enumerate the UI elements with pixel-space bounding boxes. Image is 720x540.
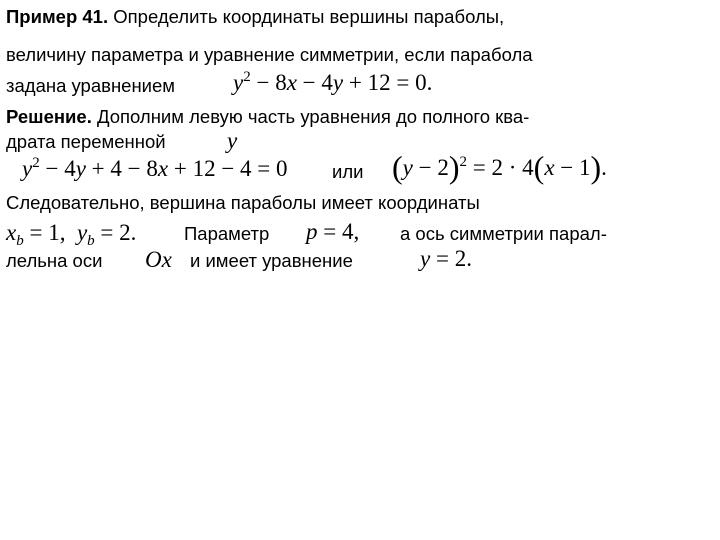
task-line-2: величину параметра и уравнение симметрии, если парабола [6,44,533,65]
parameter-text: Параметр [184,223,270,244]
canonical-equation: $(y - 2)^2 = 2 \cdot 4(x - 1)$. [392,149,607,185]
axis-text: а ось симметрии парал- [400,223,607,244]
axis-ox: Ox [145,247,172,272]
example-heading-line [6,6,504,28]
example-task-text: Определить координаты вершины параболы, [108,6,505,27]
conclusion-line: Следовательно, вершина параболы имеет координаты [6,192,480,213]
solution-line [6,106,529,128]
equation-intro-text: и имеет уравнение [190,250,353,271]
solution-text: Дополним левую часть уравнения до полного ква- [91,106,530,127]
parabola-equation: $y^2 - 8x - 4y + 12 = 0$. [233,69,433,95]
solution-line-2: драта переменной [6,131,166,152]
or-text: или [332,161,364,182]
completed-square-equation: $y^2 - 4y + 4 - 8x + 12 - 4 = 0$ [22,155,288,181]
axis-line-text: лельна оси [6,250,103,271]
solution-label: Решение. [6,106,92,127]
parameter-value: p = 4, [306,219,360,244]
symmetry-axis-equation: y = 2. [420,246,472,271]
variable-y: y [227,128,238,153]
vertex-coordinates: $x_b = 1$, $y_b = 2$. [6,220,137,249]
example-label: Пример 41. [6,6,109,27]
task-line-3: задана уравнением [6,75,176,96]
